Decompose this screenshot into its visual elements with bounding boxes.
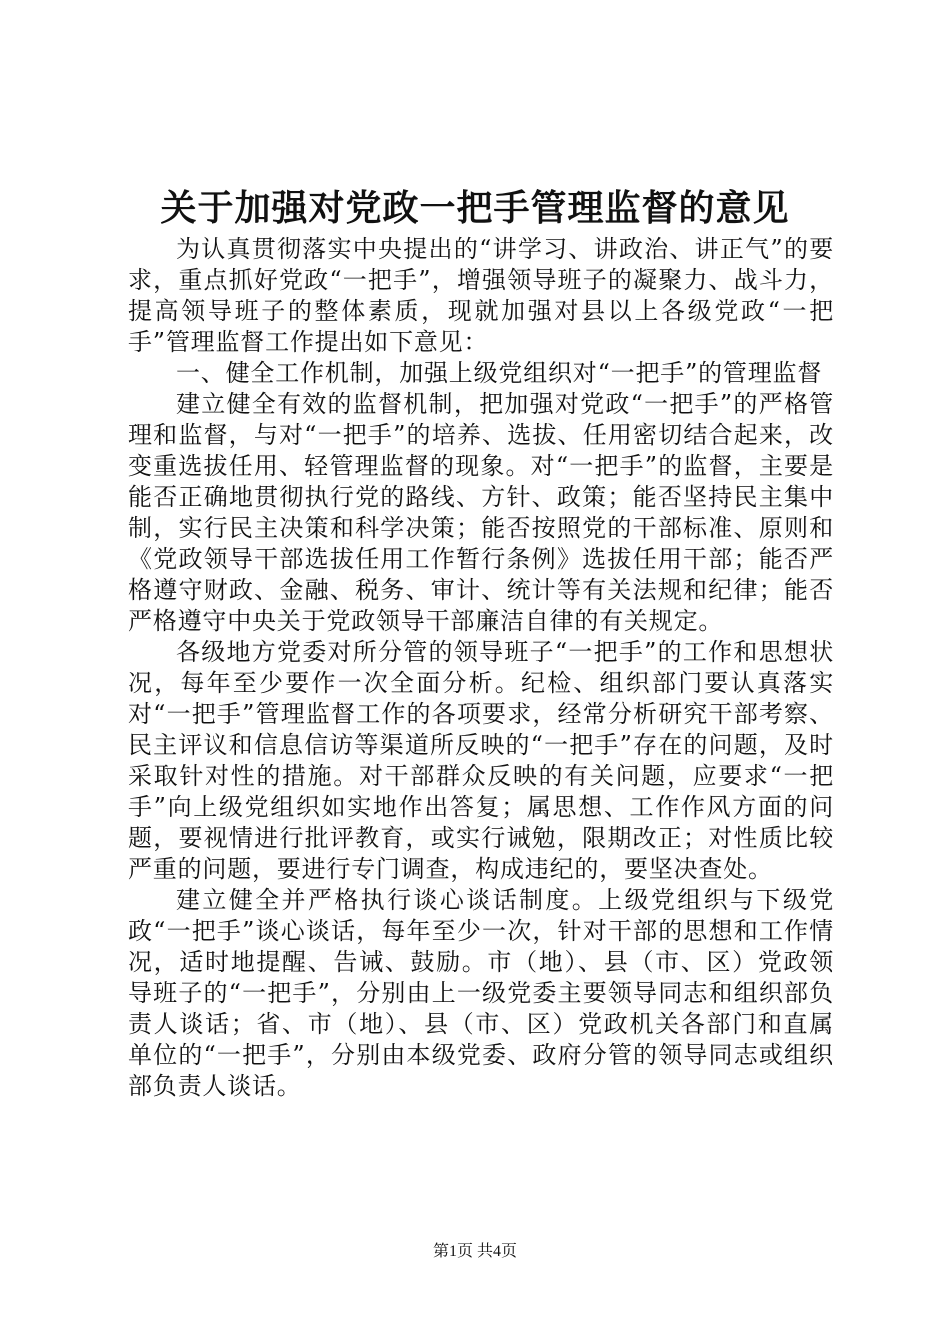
paragraph-talk-system: 建立健全并严格执行谈心谈话制度。上级党组织与下级党政“一把手”谈心谈话，每年至少一次，针对干部的思想和工作情况，适时地提醒、告诫、鼓励。市（地）、县（市、区）党政领导班子的“一把手”，分别由上一级党委主要领导同志和组织部负责人谈话；省、市（地）、县（市、区）党政机关各部门和直属单位的“一把手”，分别由本级党委、政府分管的领导同志或组织部负责人谈话。 — [128, 886, 834, 1100]
page-footer: 第1页 共4页 — [432, 1243, 517, 1260]
paragraph-supervision-mechanism: 建立健全有效的监督机制，把加强对党政“一把手”的严格管理和监督，与对“一把手”的培养、选拔、任用密切结合起来，改变重选拔任用、轻管理监督的现象。对“一把手”的监督，主要是能否正确地贯彻执行党的路线、方针、政策；能否坚持民主集中制，实行民主决策和科学决策；能否按照党的干部标准、原则和《党政领导干部选拔任用工作暂行条例》选拔任用干部；能否严格遵守财政、金融、税务、审计、统计等有关法规和纪律；能否严格遵守中央关于党政领导干部廉洁自律的有关规定。 — [128, 390, 834, 635]
paragraph-intro: 为认真贯彻落实中央提出的“讲学习、讲政治、讲正气”的要求，重点抓好党政“一把手”，增强领导班子的凝聚力、战斗力，提高领导班子的整体素质，现就加强对县以上各级党政“一把手”管理监督工作提出如下意见： — [128, 235, 834, 356]
document-body — [128, 234, 834, 1102]
paragraph-annual-analysis: 各级地方党委对所分管的领导班子“一把手”的工作和思想状况，每年至少要作一次全面分析。纪检、组织部门要认真落实对“一把手”管理监督工作的各项要求，经常分析研究干部考察、民主评议和信息信访等渠道所反映的“一把手”存在的问题，及时采取针对性的措施。对干部群众反映的有关问题，应要求“一把手”向上级党组织如实地作出答复；属思想、工作作风方面的问题，要视情进行批评教育，或实行诫勉，限期改正；对性质比较严重的问题，要进行专门调查，构成违纪的，要坚决查处。 — [128, 638, 834, 883]
document-title: 关于加强对党政一把手管理监督的意见 — [160, 187, 790, 229]
section-heading-1: 一、健全工作机制，加强上级党组织对“一把手”的管理监督 — [176, 359, 823, 387]
